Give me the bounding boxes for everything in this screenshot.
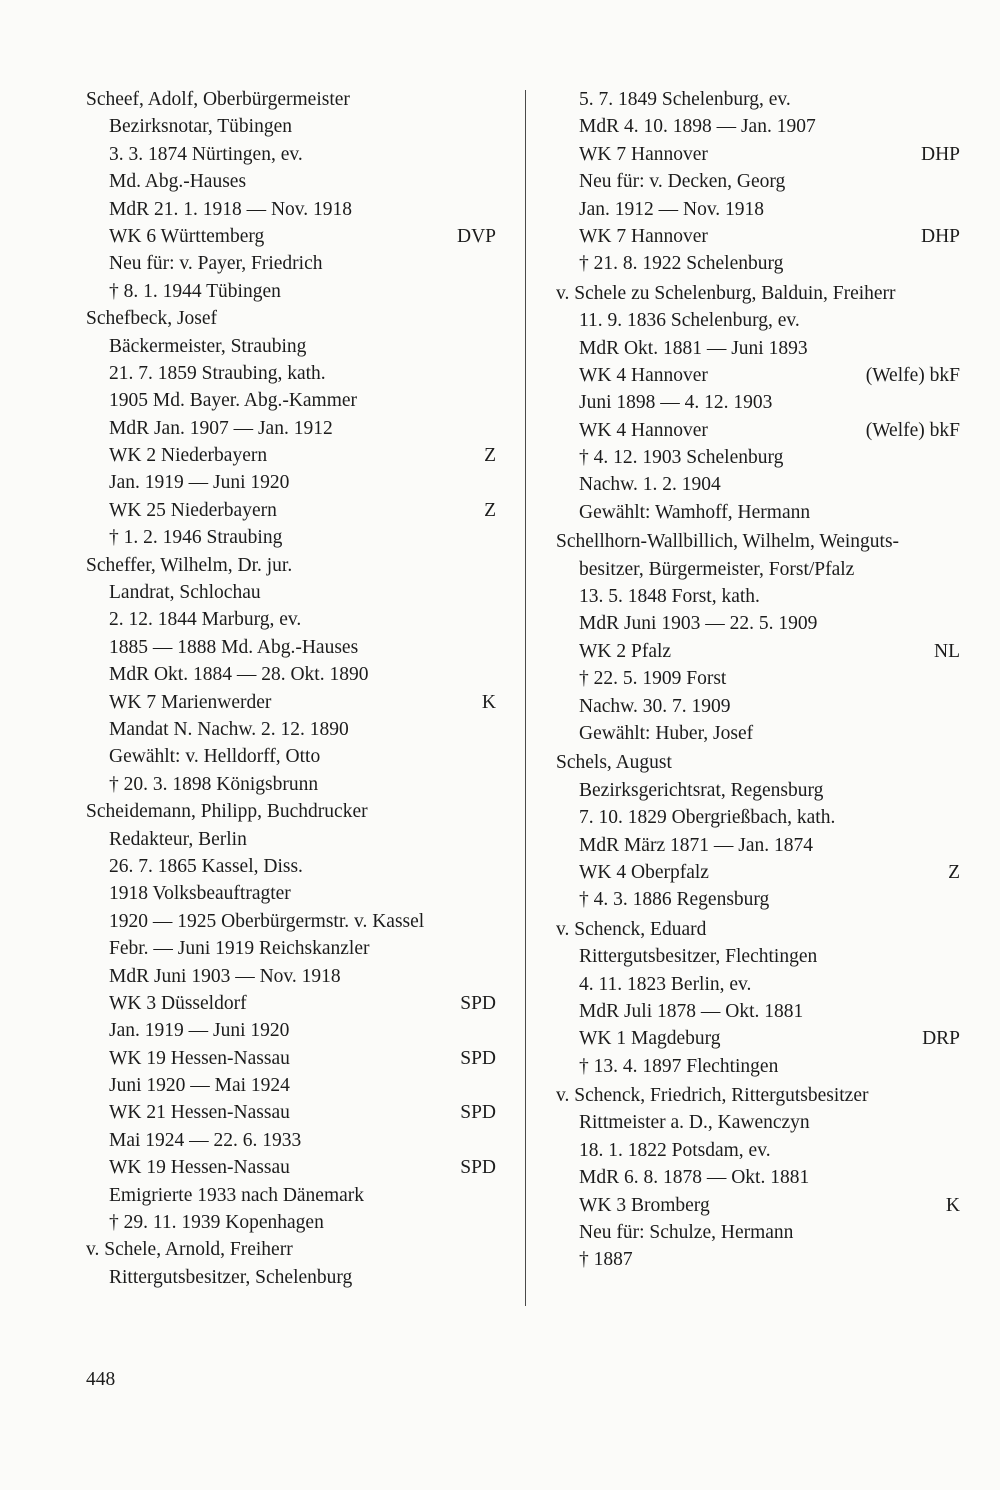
- line-text: v. Schenck, Eduard: [556, 918, 707, 940]
- line-text: Bäckermeister, Straubing: [109, 335, 307, 357]
- line-text: MdR Okt. 1884 — 28. Okt. 1890: [109, 664, 369, 686]
- line-text: v. Schenck, Friedrich, Rittergutsbesitzer: [556, 1085, 869, 1107]
- line-text: 2. 12. 1844 Marburg, ev.: [109, 609, 302, 631]
- entry-heading: [556, 749, 960, 776]
- biography-entry: [556, 749, 960, 913]
- line-text: besitzer, Bürgermeister, Forst/Pfalz: [579, 558, 855, 580]
- line-text: † 4. 3. 1886 Regensburg: [579, 889, 770, 911]
- entry-line: [556, 1025, 960, 1052]
- entry-heading: [86, 552, 496, 579]
- line-text: 1905 Md. Bayer. Abg.-Kammer: [109, 390, 358, 412]
- entry-line: [556, 1137, 960, 1164]
- entry-line: [556, 389, 960, 416]
- line-text: Rittergutsbesitzer, Flechtingen: [579, 946, 818, 968]
- entry-line: [556, 693, 960, 720]
- line-text: † 13. 4. 1897 Flechtingen: [579, 1055, 779, 1077]
- line-text: WK 4 Hannover: [579, 419, 708, 441]
- line-text: 7. 10. 1829 Obergrießbach, kath.: [579, 807, 836, 829]
- line-text: Jan. 1919 — Juni 1920: [109, 472, 290, 494]
- entry-line: [556, 168, 960, 195]
- entry-line: [556, 971, 960, 998]
- entry-line: [86, 415, 496, 442]
- entry-heading: [556, 280, 960, 307]
- party-label: Z: [484, 445, 496, 467]
- line-text: Gewählt: Wamhoff, Hermann: [579, 501, 811, 523]
- party-label: Z: [948, 861, 960, 883]
- line-text: Juni 1898 — 4. 12. 1903: [579, 392, 773, 414]
- entry-heading: [556, 1082, 960, 1109]
- entry-line: [86, 141, 496, 168]
- line-text: MdR 4. 10. 1898 — Jan. 1907: [579, 116, 816, 138]
- line-text: Bezirksnotar, Tübingen: [109, 116, 292, 138]
- line-text: Neu für: v. Payer, Friedrich: [109, 253, 323, 275]
- line-text: Emigrierte 1933 nach Dänemark: [109, 1184, 365, 1206]
- biography-entry: [86, 86, 496, 305]
- line-text: WK 3 Düsseldorf: [109, 992, 247, 1014]
- party-label: Z: [484, 499, 496, 521]
- entry-line: [556, 141, 960, 168]
- entry-line: [86, 1127, 496, 1154]
- line-text: v. Schele, Arnold, Freiherr: [86, 1239, 293, 1261]
- entry-heading: [86, 305, 496, 332]
- line-text: † 22. 5. 1909 Forst: [579, 668, 727, 690]
- entry-line: [556, 223, 960, 250]
- biography-entry: [556, 86, 960, 278]
- entry-line: [86, 771, 496, 798]
- entry-line: [86, 880, 496, 907]
- entry-line: [86, 990, 496, 1017]
- line-text: WK 4 Oberpfalz: [579, 861, 709, 883]
- line-text: † 21. 8. 1922 Schelenburg: [579, 253, 784, 275]
- line-text: † 1887: [579, 1249, 633, 1271]
- line-text: 3. 3. 1874 Nürtingen, ev.: [109, 143, 303, 165]
- entry-line: [86, 1209, 496, 1236]
- entry-line: [86, 1264, 496, 1291]
- entry-line: [556, 250, 960, 277]
- entry-line: [86, 113, 496, 140]
- line-text: MdR März 1871 — Jan. 1874: [579, 834, 813, 856]
- entry-line: [556, 886, 960, 913]
- line-text: † 4. 12. 1903 Schelenburg: [579, 447, 784, 469]
- line-text: Scheffer, Wilhelm, Dr. jur.: [86, 554, 293, 576]
- line-text: Scheef, Adolf, Oberbürgermeister: [86, 89, 350, 110]
- entry-line: [556, 113, 960, 140]
- column-divider: [525, 90, 526, 1306]
- entry-line: [86, 168, 496, 195]
- entry-line: [86, 524, 496, 551]
- entry-line: [556, 417, 960, 444]
- line-text: Bezirksgerichtsrat, Regensburg: [579, 779, 824, 801]
- party-label: (Welfe) bkF: [865, 419, 960, 441]
- entry-line: [556, 1192, 960, 1219]
- line-text: † 29. 11. 1939 Kopenhagen: [109, 1212, 324, 1234]
- entry-line: [86, 278, 496, 305]
- line-text: Nachw. 30. 7. 1909: [579, 695, 731, 717]
- entry-line: [86, 1045, 496, 1072]
- biography-entry: [556, 280, 960, 527]
- entry-line: [86, 908, 496, 935]
- line-text: MdR Jan. 1907 — Jan. 1912: [109, 417, 333, 439]
- line-text: WK 6 Württemberg: [109, 225, 265, 247]
- party-label: DRP: [922, 1028, 960, 1050]
- party-label: DHP: [920, 143, 960, 165]
- entry-line: [556, 362, 960, 389]
- entry-line: [556, 556, 960, 583]
- entry-line: [556, 943, 960, 970]
- line-text: Mandat N. Nachw. 2. 12. 1890: [109, 718, 349, 740]
- line-text: Gewählt: Huber, Josef: [579, 722, 754, 744]
- line-text: MdR 6. 8. 1878 — Okt. 1881: [579, 1167, 810, 1189]
- line-text: † 1. 2. 1946 Straubing: [109, 527, 283, 549]
- entry-line: [556, 196, 960, 223]
- line-text: WK 2 Pfalz: [579, 640, 672, 662]
- entry-line: [556, 1109, 960, 1136]
- line-text: WK 19 Hessen-Nassau: [109, 1157, 290, 1179]
- line-text: v. Schele zu Schelenburg, Balduin, Freiherr: [556, 282, 896, 304]
- line-text: Schels, August: [556, 752, 672, 774]
- entry-line: [86, 469, 496, 496]
- line-text: MdR Juli 1878 — Okt. 1881: [579, 1000, 804, 1022]
- entry-line: [86, 442, 496, 469]
- line-text: Rittmeister a. D., Kawenczyn: [579, 1112, 810, 1134]
- line-text: MdR Juni 1903 — 22. 5. 1909: [579, 613, 818, 635]
- entry-heading: [556, 528, 960, 555]
- entry-line: [556, 665, 960, 692]
- entry-line: [556, 859, 960, 886]
- entry-line: [86, 935, 496, 962]
- line-text: 1920 — 1925 Oberbürgermstr. v. Kassel: [109, 910, 425, 932]
- entry-line: [556, 471, 960, 498]
- entry-line: [556, 1053, 960, 1080]
- entry-line: [86, 1154, 496, 1181]
- line-text: WK 2 Niederbayern: [109, 445, 268, 467]
- entry-line: [556, 998, 960, 1025]
- entry-line: [86, 853, 496, 880]
- line-text: 26. 7. 1865 Kassel, Diss.: [109, 855, 303, 877]
- entry-heading: [86, 86, 496, 113]
- line-text: Nachw. 1. 2. 1904: [579, 474, 721, 496]
- biography-entry: [556, 1082, 960, 1274]
- line-text: MdR Okt. 1881 — Juni 1893: [579, 337, 808, 359]
- entry-line: [556, 1246, 960, 1273]
- entry-line: [556, 832, 960, 859]
- entry-line: [86, 689, 496, 716]
- entry-line: [556, 720, 960, 747]
- biography-entry: [86, 798, 496, 1236]
- party-label: DHP: [920, 225, 960, 247]
- biography-entry: [556, 916, 960, 1080]
- line-text: 1918 Volksbeauftragter: [109, 883, 291, 905]
- line-text: WK 25 Niederbayern: [109, 499, 277, 521]
- entry-line: [556, 583, 960, 610]
- entry-line: [556, 777, 960, 804]
- entry-line: [86, 1072, 496, 1099]
- entry-line: [86, 333, 496, 360]
- line-text: 5. 7. 1849 Schelenburg, ev.: [579, 89, 791, 110]
- entry-line: [556, 335, 960, 362]
- line-text: WK 1 Magdeburg: [579, 1028, 721, 1050]
- line-text: 21. 7. 1859 Straubing, kath.: [109, 362, 326, 384]
- party-label: SPD: [460, 1047, 496, 1069]
- entry-line: [86, 387, 496, 414]
- party-label: SPD: [460, 1102, 496, 1124]
- line-text: 11. 9. 1836 Schelenburg, ev.: [579, 310, 800, 332]
- entry-line: [86, 716, 496, 743]
- line-text: Landrat, Schlochau: [109, 582, 261, 604]
- line-text: WK 7 Hannover: [579, 143, 708, 165]
- line-text: WK 19 Hessen-Nassau: [109, 1047, 290, 1069]
- line-text: Juni 1920 — Mai 1924: [109, 1075, 290, 1097]
- left-column: [86, 86, 496, 1291]
- entry-line: [556, 1164, 960, 1191]
- entry-line: [86, 223, 496, 250]
- party-label: SPD: [460, 992, 496, 1014]
- party-label: SPD: [460, 1157, 496, 1179]
- line-text: Neu für: Schulze, Hermann: [579, 1222, 794, 1244]
- entry-line: [556, 86, 960, 113]
- entry-line: [86, 579, 496, 606]
- party-label: K: [945, 1194, 960, 1216]
- entry-line: [86, 634, 496, 661]
- biography-entry: [86, 305, 496, 552]
- entry-line: [86, 743, 496, 770]
- entry-line: [556, 307, 960, 334]
- entry-line: [556, 610, 960, 637]
- biography-entry: [556, 528, 960, 747]
- entry-line: [556, 444, 960, 471]
- line-text: 1885 — 1888 Md. Abg.-Hauses: [109, 636, 359, 658]
- biography-entry: [86, 1236, 496, 1291]
- entry-line: [86, 963, 496, 990]
- entry-line: [86, 606, 496, 633]
- entry-line: [86, 826, 496, 853]
- entry-line: [556, 638, 960, 665]
- party-label: K: [481, 691, 496, 713]
- line-text: Scheidemann, Philipp, Buchdrucker: [86, 801, 368, 823]
- party-label: DVP: [456, 225, 496, 247]
- line-text: MdR Juni 1903 — Nov. 1918: [109, 965, 341, 987]
- line-text: † 20. 3. 1898 Königsbrunn: [109, 773, 319, 795]
- line-text: Jan. 1912 — Nov. 1918: [579, 198, 765, 220]
- line-text: WK 4 Hannover: [579, 364, 708, 386]
- line-text: Redakteur, Berlin: [109, 828, 247, 850]
- entry-line: [86, 360, 496, 387]
- page-number: 448: [86, 1369, 116, 1390]
- entry-line: [86, 1182, 496, 1209]
- entry-heading: [86, 798, 496, 825]
- line-text: Jan. 1919 — Juni 1920: [109, 1020, 290, 1042]
- entry-line: [556, 804, 960, 831]
- party-label: (Welfe) bkF: [865, 364, 960, 386]
- entry-line: [86, 497, 496, 524]
- entry-line: [86, 661, 496, 688]
- party-label: NL: [934, 640, 960, 662]
- entry-line: [86, 196, 496, 223]
- entry-line: [556, 499, 960, 526]
- line-text: Schellhorn-Wallbillich, Wilhelm, Weinguts-: [556, 531, 900, 553]
- entry-line: [556, 1219, 960, 1246]
- line-text: Febr. — Juni 1919 Reichskanzler: [109, 938, 370, 960]
- line-text: Mai 1924 — 22. 6. 1933: [109, 1129, 302, 1151]
- line-text: MdR 21. 1. 1918 — Nov. 1918: [109, 198, 353, 220]
- entry-heading: [556, 916, 960, 943]
- line-text: WK 7 Marienwerder: [109, 691, 272, 713]
- entry-heading: [86, 1236, 496, 1263]
- line-text: Schefbeck, Josef: [86, 308, 218, 330]
- line-text: 13. 5. 1848 Forst, kath.: [579, 586, 760, 608]
- line-text: WK 3 Bromberg: [579, 1194, 710, 1216]
- line-text: Neu für: v. Decken, Georg: [579, 171, 786, 193]
- line-text: † 8. 1. 1944 Tübingen: [109, 280, 281, 302]
- line-text: Gewählt: v. Helldorff, Otto: [109, 746, 321, 768]
- line-text: Rittergutsbesitzer, Schelenburg: [109, 1266, 353, 1288]
- line-text: WK 7 Hannover: [579, 225, 708, 247]
- biography-entry: [86, 552, 496, 799]
- line-text: Md. Abg.-Hauses: [109, 171, 247, 193]
- line-text: 18. 1. 1822 Potsdam, ev.: [579, 1139, 771, 1161]
- right-column: [556, 86, 960, 1274]
- entry-line: [86, 1099, 496, 1126]
- entry-line: [86, 250, 496, 277]
- entry-line: [86, 1017, 496, 1044]
- line-text: WK 21 Hessen-Nassau: [109, 1102, 290, 1124]
- line-text: 4. 11. 1823 Berlin, ev.: [579, 973, 752, 995]
